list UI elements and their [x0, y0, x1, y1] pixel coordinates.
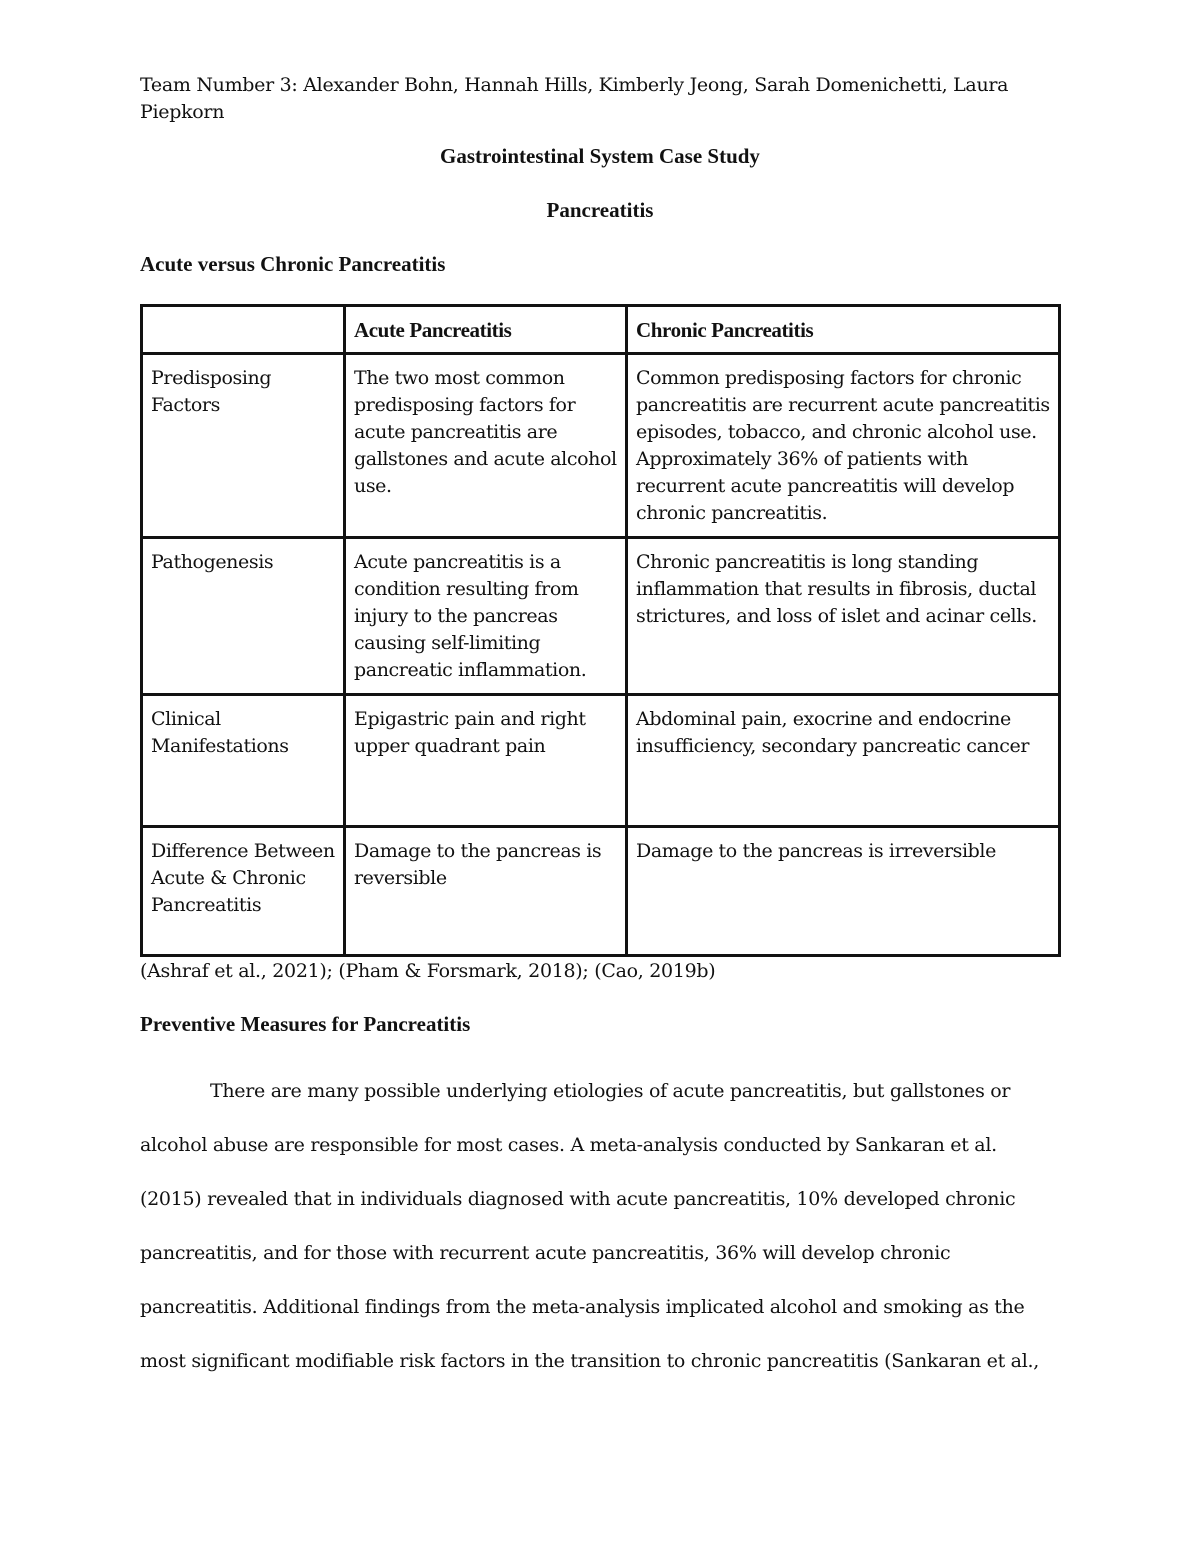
team-line-1: Team Number 3: Alexander Bohn, Hannah Hills, Kimberly Jeong, Sarah Domenichetti, Laura [140, 74, 1009, 96]
comparison-table [140, 304, 1061, 957]
team-line-2: Piepkorn [140, 101, 225, 123]
chronic-cell: Damage to the pancreas is irreversible [627, 827, 1060, 956]
row-label: Difference Between Acute & Chronic Pancreatitis [142, 827, 345, 956]
row-label: Predisposing Factors [142, 354, 345, 538]
document-page [140, 72, 1060, 1372]
acute-cell: The two most common predisposing factors for acute pancreatitis are gallstones and acute alcohol use. [345, 354, 627, 538]
table-citation: (Ashraf et al., 2021); (Pham & Forsmark, 2018); (Cao, 2019b) [140, 960, 716, 982]
paragraph-line: pancreatitis. Additional findings from the meta-analysis implicated alcohol and smoking as the [140, 1296, 1025, 1318]
chronic-cell: Chronic pancreatitis is long standing inflammation that results in fibrosis, ductal strictures, and loss of islet and acinar cells. [627, 538, 1060, 695]
paragraph-line: pancreatitis, and for those with recurrent acute pancreatitis, 36% will develop chronic [140, 1242, 951, 1264]
team-line [140, 72, 1060, 126]
table-row [142, 538, 1060, 695]
table-header-row [142, 306, 1060, 354]
table-row [142, 827, 1060, 956]
document-title: Gastrointestinal System Case Study [440, 144, 760, 168]
chronic-cell: Abdominal pain, exocrine and endocrine insufficiency, secondary pancreatic cancer [627, 695, 1060, 827]
paragraph-line: alcohol abuse are responsible for most cases. A meta-analysis conducted by Sankaran et al. [140, 1134, 997, 1156]
header-cell-empty [142, 306, 345, 354]
table-row [142, 695, 1060, 827]
acute-cell: Damage to the pancreas is reversible [345, 827, 627, 956]
acute-cell: Acute pancreatitis is a condition resulting from injury to the pancreas causing self-limiting pancreatic inflammation. [345, 538, 627, 695]
paragraph-line: There are many possible underlying etiologies of acute pancreatitis, but gallstones or [210, 1080, 1011, 1102]
header-cell-chronic: Chronic Pancreatitis [627, 306, 1060, 354]
preventive-paragraph [140, 1064, 1060, 1388]
document-subtitle: Pancreatitis [546, 198, 654, 222]
comparison-heading: Acute versus Chronic Pancreatitis [140, 252, 446, 276]
preventive-heading: Preventive Measures for Pancreatitis [140, 1012, 471, 1036]
paragraph-line: (2015) revealed that in individuals diagnosed with acute pancreatitis, 10% developed chronic [140, 1188, 1016, 1210]
chronic-cell: Common predisposing factors for chronic pancreatitis are recurrent acute pancreatitis episodes, tobacco, and chronic alcohol use. Approximately 36% of patients with recurrent acute pancreatitis will develop chronic pancreatitis. [627, 354, 1060, 538]
table-row [142, 354, 1060, 538]
acute-cell: Epigastric pain and right upper quadrant pain [345, 695, 627, 827]
paragraph-line: most significant modifiable risk factors in the transition to chronic pancreatitis (Sankaran et al., [140, 1350, 1039, 1372]
row-label: Clinical Manifestations [142, 695, 345, 827]
header-cell-acute: Acute Pancreatitis [345, 306, 627, 354]
row-label: Pathogenesis [142, 538, 345, 695]
